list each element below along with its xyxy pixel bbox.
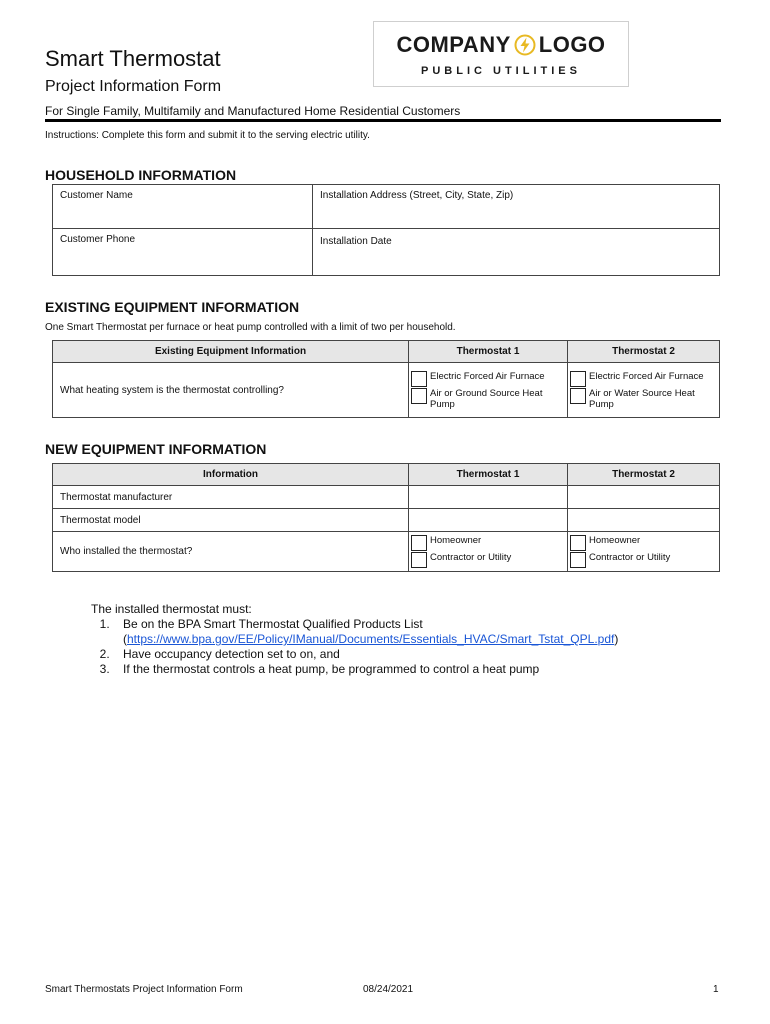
footer-form-name: Smart Thermostats Project Information Form [45, 984, 243, 995]
installer-t1-option-homeowner[interactable]: Homeowner [411, 535, 565, 551]
footer-page-number: 1 [713, 984, 719, 995]
installer-t1-option-contractor[interactable]: Contractor or Utility [411, 552, 565, 568]
lightning-bolt-icon [514, 34, 536, 62]
customer-name-label: Customer Name [60, 190, 133, 201]
checkbox[interactable] [411, 371, 427, 387]
existing-col-thermostat2: Thermostat 2 [568, 341, 720, 363]
checkbox[interactable] [570, 535, 586, 551]
requirements-list [91, 617, 618, 677]
installer-question: Who installed the thermostat? [53, 532, 409, 572]
checkbox[interactable] [411, 535, 427, 551]
new-col-thermostat1: Thermostat 1 [409, 464, 568, 486]
checkbox[interactable] [411, 388, 427, 404]
header-rule [45, 119, 721, 122]
installation-date-field[interactable] [313, 229, 720, 276]
form-tagline: For Single Family, Multifamily and Manufactured Home Residential Customers [45, 104, 461, 118]
installer-t2-options [568, 532, 720, 572]
model-t2-field[interactable] [568, 509, 720, 532]
existing-t1-option-heat-pump[interactable]: Air or Ground Source Heat Pump [411, 388, 565, 410]
installation-address-field[interactable] [313, 185, 720, 229]
checkbox[interactable] [570, 552, 586, 568]
manufacturer-t2-field[interactable] [568, 486, 720, 509]
new-col-thermostat2: Thermostat 2 [568, 464, 720, 486]
form-subtitle: Project Information Form [45, 78, 222, 95]
existing-equipment-note: One Smart Thermostat per furnace or heat pump controlled with a limit of two per household. [45, 322, 456, 333]
instructions-text: Instructions: Complete this form and submit it to the serving electric utility. [45, 130, 370, 141]
model-t1-field[interactable] [409, 509, 568, 532]
household-table [52, 184, 720, 276]
requirement-item-2: 2. Have occupancy detection set to on, and [113, 647, 618, 662]
existing-t2-option-heat-pump[interactable]: Air or Water Source Heat Pump [570, 388, 717, 410]
company-logo [373, 21, 629, 87]
new-equipment-table [52, 463, 720, 572]
existing-col-info: Existing Equipment Information [53, 341, 409, 363]
customer-phone-field[interactable] [53, 229, 313, 276]
existing-thermostat1-options [409, 363, 568, 418]
household-heading: HOUSEHOLD INFORMATION [45, 167, 237, 183]
new-equipment-heading: NEW EQUIPMENT INFORMATION [45, 441, 267, 457]
installer-t2-option-homeowner[interactable]: Homeowner [570, 535, 717, 551]
logo-subtext: PUBLIC UTILITIES [421, 65, 581, 77]
installer-t1-options [409, 532, 568, 572]
existing-equipment-table [52, 340, 720, 418]
checkbox[interactable] [570, 388, 586, 404]
existing-col-thermostat1: Thermostat 1 [409, 341, 568, 363]
logo-word-company: COMPANY [396, 32, 511, 57]
qpl-link[interactable]: https://www.bpa.gov/EE/Policy/IManual/Documents/Essentials_HVAC/Smart_Tstat_QPL.pdf [127, 632, 615, 646]
installation-date-label: Installation Date [320, 236, 392, 247]
installer-t2-option-contractor[interactable]: Contractor or Utility [570, 552, 717, 568]
existing-thermostat2-options [568, 363, 720, 418]
checkbox[interactable] [411, 552, 427, 568]
requirements-block [91, 602, 618, 677]
model-label: Thermostat model [53, 509, 409, 532]
installation-address-label: Installation Address (Street, City, State, Zip) [320, 190, 514, 201]
footer-date: 08/24/2021 [363, 984, 414, 995]
form-title: Smart Thermostat [45, 46, 221, 71]
customer-name-field[interactable] [53, 185, 313, 229]
existing-t2-option-furnace[interactable]: Electric Forced Air Furnace [570, 371, 717, 387]
heating-system-question: What heating system is the thermostat controlling? [53, 363, 409, 418]
logo-word-logo: LOGO [538, 32, 606, 57]
manufacturer-t1-field[interactable] [409, 486, 568, 509]
requirements-intro: The installed thermostat must: [91, 602, 252, 616]
requirement-item-1: 1. Be on the BPA Smart Thermostat Qualified Products List (https://www.bpa.gov/EE/Policy/IManual/Documents/Essentials_HVAC/Smart_Tstat_QPL.pdf) [113, 617, 618, 647]
new-col-info: Information [53, 464, 409, 486]
checkbox[interactable] [570, 371, 586, 387]
existing-t1-option-furnace[interactable]: Electric Forced Air Furnace [411, 371, 565, 387]
manufacturer-label: Thermostat manufacturer [53, 486, 409, 509]
existing-equipment-heading: EXISTING EQUIPMENT INFORMATION [45, 299, 300, 315]
requirement-item-3: 3. If the thermostat controls a heat pump, be programmed to control a heat pump [113, 662, 618, 677]
customer-phone-label: Customer Phone [60, 234, 136, 245]
